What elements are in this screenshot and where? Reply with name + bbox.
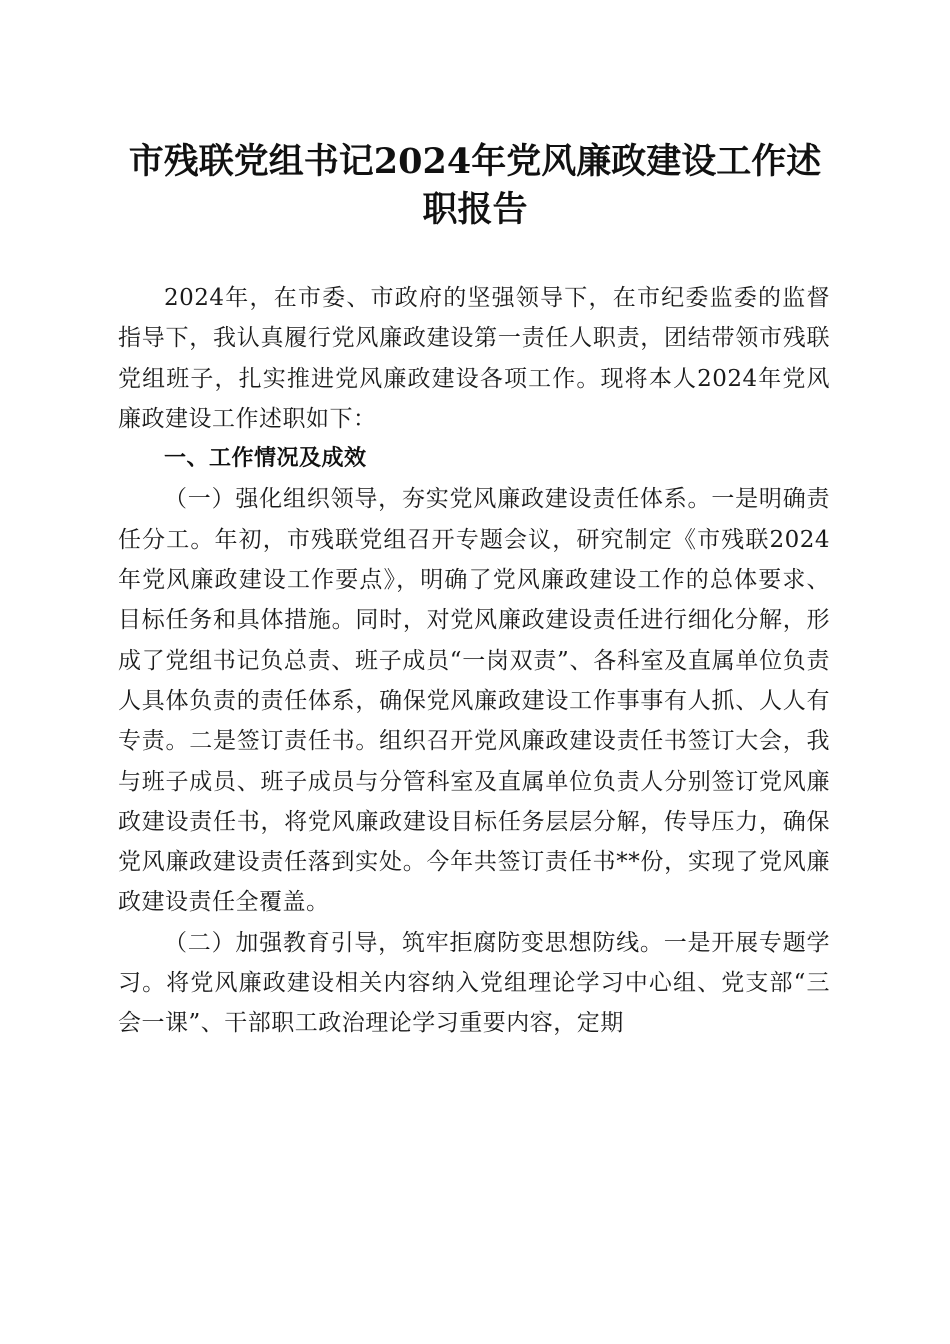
intro-paragraph: 2024年，在市委、市政府的坚强领导下，在市纪委监委的监督指导下，我认真履行党风廉政建设第一责任人职责，团结带领市残联党组班子，扎实推进党风廉政建设各项工作。现将本人2024年党风廉政建设工作述职如下： xyxy=(118,285,830,432)
title-line-1: 市残联党组书记2024年党风廉政建设工作述 xyxy=(128,141,822,182)
document-title xyxy=(120,138,830,234)
document-body xyxy=(118,278,830,1044)
body-paragraph-1: （一）强化组织领导，夯实党风廉政建设责任体系。一是明确责任分工。年初，市残联党组召开专题会议，研究制定《市残联2024年党风廉政建设工作要点》，明确了党风廉政建设工作的总体要求、目标任务和具体措施。同时，对党风廉政建设责任进行细化分解，形成了党组书记负总责、班子成员“一岗双责”、各科室及直属单位负责人具体负责的责任体系，确保党风廉政建设工作事事有人抓、人人有专责。二是签订责任书。组织召开党风廉政建设责任书签订大会，我与班子成员、班子成员与分管科室及直属单位负责人分别签订党风廉政建设责任书，将党风廉政建设目标任务层层分解，传导压力，确保党风廉政建设责任落到实处。今年共签订责任书**份，实现了党风廉政建设责任全覆盖。 xyxy=(118,486,830,916)
section-heading-1: 一、工作情况及成效 xyxy=(164,446,367,472)
title-line-2: 职报告 xyxy=(422,189,528,230)
body-paragraph-2: （二）加强教育引导，筑牢拒腐防变思想防线。一是开展专题学习。将党风廉政建设相关内容纳入党组理论学习中心组、党支部“三会一课”、干部职工政治理论学习重要内容，定期 xyxy=(118,929,830,1037)
